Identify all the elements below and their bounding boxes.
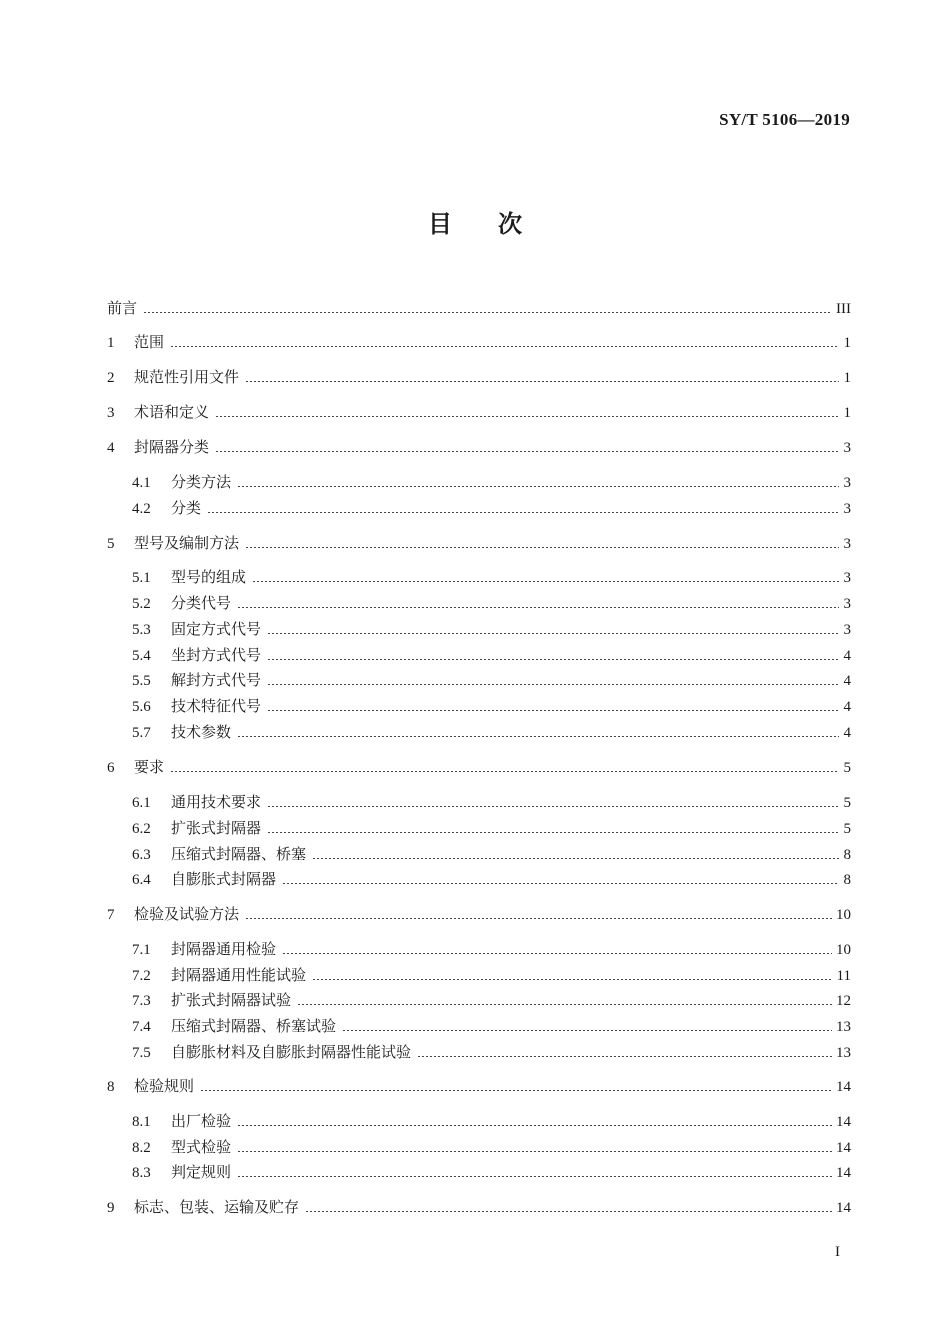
toc-entry[interactable] (132, 791, 851, 813)
toc-entry-page: 13 (836, 1019, 851, 1035)
toc-entry-page: 12 (836, 993, 851, 1009)
toc-entry-label: 分类 (171, 499, 202, 517)
toc-entry-number: 5.1 (132, 570, 151, 586)
toc-entry-label: 型式检验 (171, 1138, 232, 1156)
toc-entry[interactable] (132, 618, 851, 640)
toc-entry-page: 3 (843, 596, 851, 612)
toc-entry-label: 分类代号 (171, 594, 232, 612)
toc-entry-number: 5 (107, 536, 115, 552)
toc-entry-page: 14 (836, 1114, 851, 1130)
toc-entry-number: 6.2 (132, 821, 151, 837)
dot-leader (200, 1090, 832, 1091)
toc-entry-page: 3 (843, 622, 851, 638)
toc-entry-label: 型号的组成 (171, 568, 247, 586)
dot-leader (143, 312, 832, 313)
toc-entry-page: 4 (843, 725, 851, 741)
toc-entry-page: 5 (843, 795, 851, 811)
toc-entry-number: 7 (107, 907, 115, 923)
toc-entry-number: 8.1 (132, 1114, 151, 1130)
toc-entry-number: 8 (107, 1079, 115, 1095)
toc-entry-number: 9 (107, 1200, 115, 1216)
toc-entry-label: 封隔器通用性能试验 (171, 966, 307, 984)
toc-entry-number: 5.2 (132, 596, 151, 612)
toc-entry-label: 型号及编制方法 (134, 534, 240, 552)
toc-entry-label: 术语和定义 (134, 403, 210, 421)
toc-entry-label: 解封方式代号 (171, 671, 262, 689)
toc-entry-number: 5.4 (132, 648, 151, 664)
dot-leader (237, 607, 839, 608)
toc-entry-page: 13 (836, 1045, 851, 1061)
dot-leader (237, 736, 839, 737)
dot-leader (267, 633, 839, 634)
toc-entry-page: 3 (843, 501, 851, 517)
toc-entry[interactable] (107, 366, 851, 388)
toc-entry-label: 通用技术要求 (171, 793, 262, 811)
dot-leader (297, 1004, 832, 1005)
toc-entry-number: 4 (107, 440, 115, 456)
toc-entry-label: 范围 (134, 333, 165, 351)
toc-entry-number: 7.4 (132, 1019, 151, 1035)
toc-entry[interactable] (107, 436, 851, 458)
dot-leader (245, 918, 832, 919)
toc-entry[interactable] (132, 497, 851, 519)
toc-entry-page: III (836, 301, 851, 317)
toc-entry-label: 扩张式封隔器 (171, 819, 262, 837)
toc-entry-label: 要求 (134, 758, 165, 776)
toc-entry-label: 扩张式封隔器试验 (171, 991, 292, 1009)
toc-entry-label: 自膨胀材料及自膨胀封隔器性能试验 (171, 1043, 412, 1061)
dot-leader (245, 381, 839, 382)
toc-entry-page: 11 (836, 968, 851, 984)
dot-leader (305, 1211, 832, 1212)
toc-entry-page: 1 (843, 335, 851, 351)
toc-entry[interactable] (107, 297, 851, 319)
dot-leader (312, 979, 833, 980)
dot-leader (312, 858, 839, 859)
standard-code: SY/T 5106—2019 (719, 110, 850, 129)
toc-entry[interactable] (132, 1110, 851, 1132)
toc-entry[interactable] (132, 1161, 851, 1183)
dot-leader (252, 581, 839, 582)
toc-entry[interactable] (132, 1015, 851, 1037)
toc-entry[interactable] (132, 843, 851, 865)
toc-entry-page: 5 (843, 821, 851, 837)
dot-leader (237, 1176, 832, 1177)
toc-entry-number: 5.3 (132, 622, 151, 638)
toc-entry-number: 4.1 (132, 475, 151, 491)
toc-entry-label: 检验及试验方法 (134, 905, 240, 923)
toc-entry-number: 8.2 (132, 1140, 151, 1156)
toc-entry[interactable] (132, 471, 851, 493)
toc-entry[interactable] (132, 669, 851, 691)
dot-leader (417, 1056, 832, 1057)
toc-entry-number: 3 (107, 405, 115, 421)
toc-entry[interactable] (107, 532, 851, 554)
toc-entry-number: 5.6 (132, 699, 151, 715)
dot-leader (245, 547, 839, 548)
toc-entry[interactable] (132, 868, 851, 890)
toc-entry-number: 7.1 (132, 942, 151, 958)
dot-leader (267, 832, 839, 833)
toc-entry-page: 8 (843, 847, 851, 863)
dot-leader (207, 512, 839, 513)
dot-leader (267, 806, 839, 807)
dot-leader (170, 771, 839, 772)
dot-leader (267, 684, 839, 685)
toc-entry-label: 压缩式封隔器、桥塞 (171, 845, 307, 863)
toc-entry-page: 1 (843, 405, 851, 421)
dot-leader (215, 451, 839, 452)
dot-leader (342, 1030, 832, 1031)
dot-leader (267, 659, 839, 660)
toc-entry[interactable] (132, 817, 851, 839)
toc-entry[interactable] (132, 566, 851, 588)
toc-entry-page: 10 (836, 907, 851, 923)
toc-entry[interactable] (132, 964, 851, 986)
toc-entry-number: 1 (107, 335, 115, 351)
toc-entry-number: 6.3 (132, 847, 151, 863)
toc-entry-label: 坐封方式代号 (171, 646, 262, 664)
toc-entry[interactable] (107, 331, 851, 353)
toc-entry[interactable] (107, 401, 851, 423)
toc-entry-label: 技术参数 (171, 723, 232, 741)
toc-entry-page: 8 (843, 872, 851, 888)
toc-entry-page: 3 (843, 475, 851, 491)
toc-entry-page: 14 (836, 1165, 851, 1181)
toc-entry-page: 1 (843, 370, 851, 386)
toc-entry-page: 10 (836, 942, 851, 958)
toc-entry[interactable] (107, 756, 851, 778)
toc-entry-number: 6.1 (132, 795, 151, 811)
dot-leader (237, 486, 839, 487)
dot-leader (215, 416, 839, 417)
toc-entry-number: 2 (107, 370, 115, 386)
toc-entry-number: 8.3 (132, 1165, 151, 1181)
toc-entry[interactable] (107, 903, 851, 925)
toc-entry[interactable] (132, 592, 851, 614)
toc-entry-page: 4 (843, 699, 851, 715)
toc-entry[interactable] (132, 1041, 851, 1063)
toc-entry[interactable] (132, 721, 851, 743)
toc-entry[interactable] (132, 695, 851, 717)
dot-leader (170, 346, 839, 347)
dot-leader (237, 1125, 832, 1126)
toc-entry-label: 出厂检验 (171, 1112, 232, 1130)
toc-entry-label: 规范性引用文件 (134, 368, 240, 386)
toc-entry-label: 标志、包装、运输及贮存 (134, 1198, 300, 1216)
toc-entry-page: 3 (843, 440, 851, 456)
toc-entry-label: 判定规则 (171, 1163, 232, 1181)
toc-entry-number: 6 (107, 760, 115, 776)
toc-title: 目次 (428, 210, 568, 238)
toc-entry-label: 技术特征代号 (171, 697, 262, 715)
dot-leader (267, 710, 839, 711)
toc-entry-number: 6.4 (132, 872, 151, 888)
toc-entry[interactable] (107, 1196, 851, 1218)
toc-entry-number: 4.2 (132, 501, 151, 517)
toc-entry[interactable] (132, 989, 851, 1011)
toc-entry-page: 14 (836, 1140, 851, 1156)
toc-entry-number: 7.3 (132, 993, 151, 1009)
dot-leader (282, 883, 839, 884)
toc-entry-page: 4 (843, 648, 851, 664)
toc-entry-page: 14 (836, 1079, 851, 1095)
toc-entry-label: 自膨胀式封隔器 (171, 870, 277, 888)
toc-entry-page: 4 (843, 673, 851, 689)
toc-entry-number: 7.5 (132, 1045, 151, 1061)
toc-entry[interactable] (132, 644, 851, 666)
toc-entry-number: 5.7 (132, 725, 151, 741)
toc-entry-number: 5.5 (132, 673, 151, 689)
toc-entry[interactable] (107, 1075, 851, 1097)
toc-entry-label: 封隔器分类 (134, 438, 210, 456)
toc-entry-page: 3 (843, 570, 851, 586)
toc-entry-label: 分类方法 (171, 473, 232, 491)
toc-entry-page: 14 (836, 1200, 851, 1216)
toc-entry[interactable] (132, 1136, 851, 1158)
toc-entry-label: 压缩式封隔器、桥塞试验 (171, 1017, 337, 1035)
toc-entry-label: 固定方式代号 (171, 620, 262, 638)
toc-entry-page: 5 (843, 760, 851, 776)
page-number: I (835, 1244, 840, 1260)
toc-entry-label: 检验规则 (134, 1077, 195, 1095)
toc-entry-label: 前言 (107, 299, 138, 317)
toc-entry-page: 3 (843, 536, 851, 552)
dot-leader (237, 1151, 832, 1152)
toc-entry-number: 7.2 (132, 968, 151, 984)
toc-entry[interactable] (132, 938, 851, 960)
toc-entry-label: 封隔器通用检验 (171, 940, 277, 958)
dot-leader (282, 953, 832, 954)
